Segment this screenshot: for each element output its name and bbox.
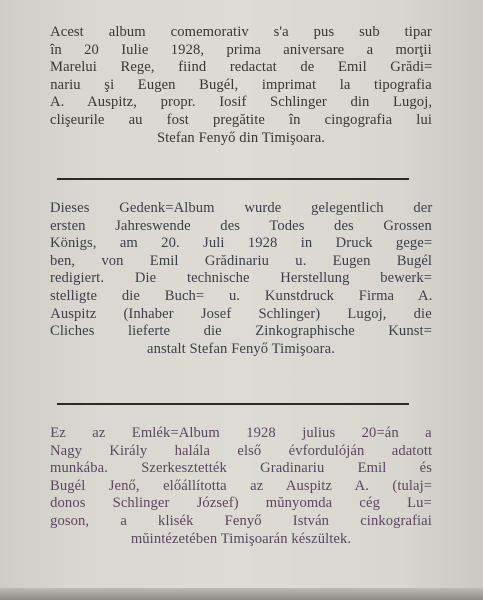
- text-line: Stefan Fenyő din Timişoara.: [156, 129, 326, 146]
- text-line: redigiert. Die technische Herstellung bewerk=: [50, 270, 433, 287]
- text-line: Dieses Gedenk=Album wurde gelegentlich der: [50, 200, 433, 216]
- text-line: goson, a klisék Fenyő István cinkografiai: [50, 512, 432, 529]
- text-line: clişeurile au fost pregătite în cingografia lui: [50, 111, 432, 128]
- text-line: Auspitz (Inhaber Josef Schlinger) Lugoj, die: [50, 305, 432, 322]
- text-line: Königs, am 20. Juli 1928 in Druck gege=: [50, 235, 433, 252]
- text-line: Acest album comemorativ s'a pus sub tipar: [50, 24, 432, 40]
- text-line: Ez az Emlék=Album 1928 julius 20=án a: [50, 425, 432, 441]
- text-line: munkába. Szerkesztették Gradinariu Emil és: [50, 460, 432, 477]
- text-line: donos Schlinger József) mŭnyomda cég Lu=: [50, 495, 432, 512]
- text-line: Bugél Jenő, előállította az Auspitz A. (tulaj=: [50, 477, 433, 494]
- text-line: anstalt Stefan Fenyő Timişoara.: [147, 340, 335, 357]
- text-line: nariu şi Eugen Bugél, imprimat la tipografia: [50, 76, 432, 93]
- text-line: Cliches lieferte die Zinkographische Kunst=: [50, 323, 432, 340]
- german-paragraph: [50, 200, 432, 358]
- text-line: Nagy Király halála első évfordulóján adatott: [50, 442, 433, 459]
- text-line: mŭintézetében Timişoarán készültek.: [130, 530, 352, 547]
- hungarian-paragraph: [50, 425, 432, 548]
- page-edge-shadow: [0, 588, 483, 600]
- text-line: în 20 Iulie 1928, prima aniversare a morţii: [50, 41, 432, 58]
- text-line: ben, von Emil Grădinariu u. Eugen Bugél: [50, 252, 433, 269]
- text-line: stelligte die Buch= u. Kunstdruck Firma A.: [50, 287, 433, 304]
- text-line: Marelui Rege, fiind redactat de Emil Grădi=: [50, 59, 433, 76]
- romanian-paragraph: [50, 24, 432, 147]
- text-line: A. Auspitz, propr. Iosif Schlinger din Lugoj,: [50, 94, 433, 111]
- text-line: ersten Jahreswende des Todes des Grossen: [50, 217, 432, 234]
- divider-rule: [57, 178, 409, 180]
- divider-rule: [57, 403, 409, 405]
